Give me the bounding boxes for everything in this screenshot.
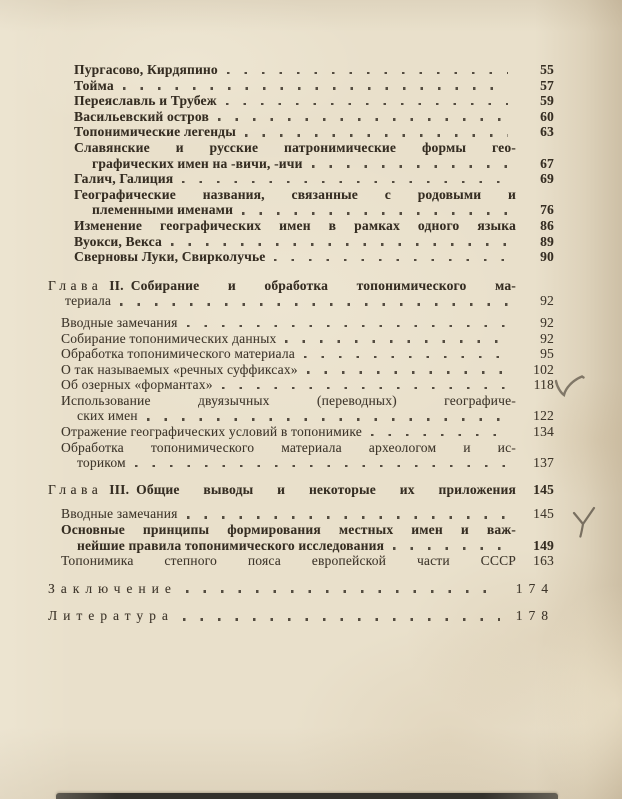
dot-leader xyxy=(187,325,508,328)
dot-leader xyxy=(307,371,508,374)
toc-entry-text: Об озерных «формантах» xyxy=(61,377,213,393)
toc-row xyxy=(48,171,554,187)
toc-entry-text: Изменение географических имен в рамках одного языка xyxy=(74,217,516,233)
toc-entry-text: Заключение xyxy=(48,580,177,596)
toc-entry-text: Пургасово, Кирдяпино xyxy=(74,62,218,77)
dot-leader xyxy=(393,547,508,550)
page-number: 90 xyxy=(540,249,554,265)
toc-row xyxy=(48,62,554,78)
toc-row xyxy=(48,506,554,522)
page-number: 178 xyxy=(515,608,554,624)
toc-entry-text: Тойма xyxy=(74,77,114,93)
table-of-contents xyxy=(48,62,554,624)
toc-row xyxy=(48,331,554,347)
toc-entry-text: ториком xyxy=(77,455,126,471)
chapter-number: II. xyxy=(109,277,124,293)
page-number: 86 xyxy=(540,217,554,233)
toc-row xyxy=(48,156,554,172)
toc-entry-text: Топонимика степного пояса европейской части СССР xyxy=(61,553,516,569)
page-number: 92 xyxy=(540,314,554,330)
toc-entry-text: териала xyxy=(65,293,112,309)
toc-entry-text: племенными именами xyxy=(92,202,234,218)
page-number: 102 xyxy=(533,361,554,377)
dot-leader xyxy=(285,340,508,343)
page-number: 76 xyxy=(540,202,554,218)
toc-row xyxy=(48,482,554,498)
dot-leader xyxy=(183,618,500,621)
page-number: 149 xyxy=(533,537,554,553)
dot-leader xyxy=(171,243,508,246)
toc-row xyxy=(48,440,554,456)
toc-row xyxy=(48,424,554,440)
toc-entry-text: Вводные замечания xyxy=(61,314,178,330)
toc-row xyxy=(48,408,554,424)
toc-row xyxy=(48,553,554,569)
page-number: 95 xyxy=(540,346,554,362)
chapter-word: Глава xyxy=(48,277,103,293)
toc-entry-text: Географические названия, связанные с родовыми и xyxy=(74,186,516,202)
pencil-checkmark-icon xyxy=(552,374,586,402)
toc-entry-text: Переяславль и Трубеж xyxy=(74,93,217,109)
toc-row xyxy=(48,249,554,265)
toc-row xyxy=(48,362,554,378)
page-number: 92 xyxy=(540,330,554,346)
dot-leader xyxy=(245,134,508,137)
toc-row xyxy=(48,124,554,140)
dot-leader xyxy=(147,418,508,421)
page-number: 59 xyxy=(540,93,554,109)
toc-row xyxy=(48,140,554,156)
chapter-number: III. xyxy=(109,481,130,497)
page-number: 55 xyxy=(540,62,554,77)
toc-row xyxy=(48,377,554,393)
toc-entry-text: Собирание топонимических данных xyxy=(61,330,277,346)
dot-leader xyxy=(218,118,508,121)
toc-entry-text: Сверновы Луки, Свирколучье xyxy=(74,249,266,265)
toc-entry-text: Использование двуязычных (переводных) географиче- xyxy=(61,392,516,408)
toc-entry-text: Основные принципы формирования местных имен и важ- xyxy=(61,522,516,538)
toc-row xyxy=(48,293,554,309)
toc-entry-text: Вуокси, Векса xyxy=(74,233,162,249)
toc-entry-text: Топонимические легенды xyxy=(74,124,236,140)
dot-leader xyxy=(227,72,508,75)
toc-entry-text: графических имен на -вичи, -ичи xyxy=(92,155,303,171)
page-number: 174 xyxy=(515,580,554,596)
toc-row xyxy=(48,202,554,218)
toc-entry-text: Отражение географических условий в топонимике xyxy=(61,424,362,440)
page-number: 145 xyxy=(533,481,554,497)
page-number: 134 xyxy=(533,424,554,440)
toc-row xyxy=(48,78,554,94)
toc-entry-text: Литература xyxy=(48,608,174,624)
page-number: 163 xyxy=(533,553,554,569)
toc-entry-text: ских имен xyxy=(77,408,138,424)
chapter-title: Общие выводы и некоторые их приложения xyxy=(136,481,516,497)
dot-leader xyxy=(226,103,508,106)
page-number: 60 xyxy=(540,108,554,124)
dot-leader xyxy=(274,259,508,262)
dot-leader xyxy=(123,87,508,90)
toc-row xyxy=(48,234,554,250)
page-number: 118 xyxy=(533,377,554,393)
dot-leader xyxy=(304,356,508,359)
toc-entry-text xyxy=(48,278,516,294)
toc-row xyxy=(48,581,554,597)
toc-entry-text: нейшие правила топонимического исследования xyxy=(77,537,385,553)
dot-leader xyxy=(187,516,508,519)
toc-entry-text: Галич, Галиция xyxy=(74,171,174,187)
dot-leader xyxy=(135,465,508,468)
toc-entry-text: Вводные замечания xyxy=(61,506,178,522)
toc-row xyxy=(48,522,554,538)
toc-entry-text: Обработка топонимического материала археологом и ис- xyxy=(61,439,516,455)
pencil-y-mark-icon xyxy=(571,506,597,540)
toc-row xyxy=(48,93,554,109)
page-number: 145 xyxy=(533,506,554,522)
dot-leader xyxy=(120,303,508,306)
toc-row xyxy=(48,346,554,362)
dot-leader xyxy=(222,387,508,390)
toc-row xyxy=(48,278,554,294)
dot-leader xyxy=(371,434,508,437)
toc-entry-text: О так называемых «речных суффиксах» xyxy=(61,361,298,377)
toc-row xyxy=(48,608,554,624)
page-number: 92 xyxy=(540,293,554,309)
page-number: 137 xyxy=(533,455,554,471)
toc-row xyxy=(48,538,554,554)
page-number: 122 xyxy=(533,408,554,424)
toc-row xyxy=(48,218,554,234)
toc-entry-text: Славянские и русские патронимические формы гео- xyxy=(74,139,516,155)
toc-row xyxy=(48,455,554,471)
toc-entry-text xyxy=(48,482,516,498)
page-number: 57 xyxy=(540,77,554,93)
page-number: 89 xyxy=(540,233,554,249)
toc-row xyxy=(48,109,554,125)
toc-row xyxy=(48,187,554,203)
toc-entry-text: Васильевский остров xyxy=(74,108,209,124)
dot-leader xyxy=(312,165,508,168)
page-number: 69 xyxy=(540,171,554,187)
chapter-word: Глава xyxy=(48,481,103,497)
toc-row xyxy=(48,393,554,409)
page-number: 63 xyxy=(540,124,554,140)
dot-leader xyxy=(242,212,508,215)
chapter-title: Собирание и обработка топонимического ма- xyxy=(130,277,516,293)
dot-leader xyxy=(186,590,500,593)
page-number: 67 xyxy=(540,155,554,171)
toc-entry-text: Обработка топонимического материала xyxy=(61,346,295,362)
dot-leader xyxy=(182,181,508,184)
toc-row xyxy=(48,315,554,331)
scan-dark-edge xyxy=(56,793,558,799)
